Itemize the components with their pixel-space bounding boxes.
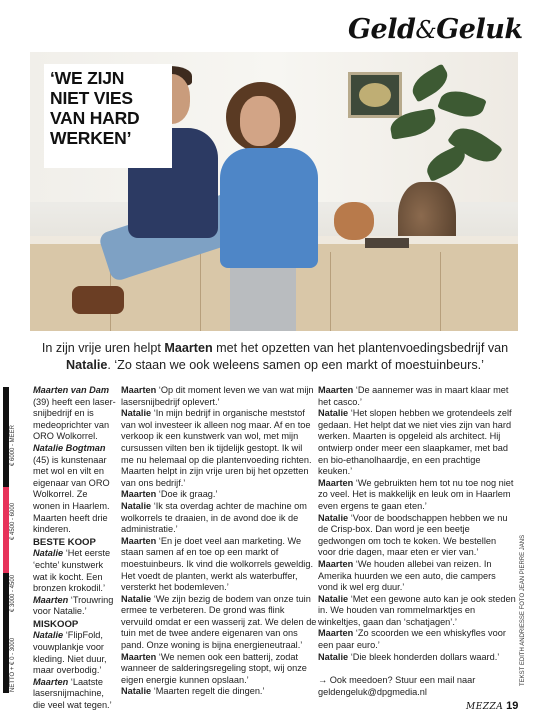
magazine-name: MEZZA bbox=[466, 702, 504, 712]
speaker-name: Natalie bbox=[121, 408, 152, 419]
dialogue-text: ‘Zo scoorden we een whiskyfles voor een paar euro.’ bbox=[318, 628, 506, 651]
dialogue-line bbox=[318, 513, 516, 559]
dialogue-text: ‘Maarten regelt die dingen.’ bbox=[151, 686, 265, 697]
speaker-text: ‘FlipFold, vouwplankje voor kleding. Niet duur, maar overbodig.’ bbox=[33, 630, 107, 676]
dialogue-line bbox=[318, 628, 516, 651]
credits-text: TEKST EDITH ANDRIESSE FOTO JEAN PIERRE JANS bbox=[520, 534, 526, 686]
dialogue-text: ‘En je doet veel aan marketing. We staan samen af en toe op een markt of moestuinbeurs. Ik vind die wolkorrels geweldig. Het voedt de planten, werkt als waterbuffer, versterkt het bodemleven.’ bbox=[121, 535, 314, 593]
dialogue-text: ‘We houden allebei van reizen. In Amerika huurden we een auto, die campers vond ik wel erg duur.’ bbox=[318, 558, 496, 593]
dialogue-line bbox=[318, 385, 516, 408]
dialogue-text: ‘Doe ik graag.’ bbox=[156, 489, 218, 500]
dialogue-text: ‘We nemen ook een batterij, zodat wanneer de salderingsregeling stopt, wij onze eigen energie kunnen opslaan.’ bbox=[121, 651, 307, 685]
pull-quote: ‘WE ZIJN NIET VIES VAN HARD WERKEN’ bbox=[50, 68, 140, 148]
dialogue-line bbox=[121, 489, 317, 501]
speaker-text: ‘Het eerste ‘echte’ kunstwerk wat ik kocht. Een bronzen krokodil.’ bbox=[33, 548, 111, 594]
speaker-name: Maarten bbox=[121, 385, 157, 395]
profile-natalie bbox=[33, 443, 116, 536]
dialogue-line bbox=[121, 686, 317, 698]
dialogue-line bbox=[318, 408, 516, 478]
speaker-name: Natalie bbox=[318, 593, 349, 604]
intro-name-maarten: Maarten bbox=[164, 341, 213, 355]
intro-part: met het opzetten van het plantenvoedingsbedrijf van bbox=[212, 341, 509, 355]
speaker-name: Maarten bbox=[121, 489, 157, 500]
page-number: 19 bbox=[506, 700, 519, 712]
photo-woman-legs bbox=[230, 262, 296, 331]
brand-ampersand: & bbox=[415, 16, 437, 44]
dialogue-text: ‘Met een gewone auto kan je ook steden in. We houden van rommelmarktjes en winkeltjes, gaan dan ‘schatjagen’.’ bbox=[318, 593, 516, 627]
dialogue-line bbox=[121, 408, 317, 489]
brand-word-geluk: Geluk bbox=[436, 14, 523, 45]
profile-text: (45) is kunstenaar met wol en vilt en eigenaar van ORO Wolkorrel. Ze wonen in Haarlem. Maarten heeft drie kinderen. bbox=[33, 454, 110, 535]
photo-vase bbox=[334, 202, 374, 240]
photo-credits bbox=[520, 430, 528, 690]
dialogue-text: ‘Op dit moment leven we van wat mijn lasersnijbedrijf oplevert.’ bbox=[121, 385, 314, 407]
speaker-name: Maarten bbox=[121, 651, 157, 662]
dialogue-line bbox=[121, 536, 317, 594]
dialogue-line bbox=[318, 478, 516, 513]
dialogue-text: ‘Die bleek honderden dollars waard.’ bbox=[348, 651, 500, 662]
photo-woman-head bbox=[240, 96, 280, 146]
speaker-name: Natalie bbox=[33, 630, 64, 641]
intro-part: . ‘Zo staan we ook weleens samen op een markt of moestuinbeurs.’ bbox=[107, 358, 484, 372]
dialogue-text: ‘Voor de boodschappen hebben we nu de Crisp-box. Dan word je een beetje gedwongen om toch te koken. We bestellen voor drie dagen, maar eten er vier van.’ bbox=[318, 512, 508, 558]
profile-name: Natalie Bogtman bbox=[33, 442, 106, 453]
interview-column-3 bbox=[318, 385, 516, 698]
pull-quote-box bbox=[44, 64, 172, 168]
photo-wall-artwork bbox=[348, 72, 402, 118]
section-brand bbox=[348, 14, 523, 48]
dialogue-line bbox=[318, 652, 516, 664]
photo-woman-sweater bbox=[220, 148, 318, 268]
dialogue-line bbox=[121, 652, 317, 687]
profile-text: (39) heeft een laser-snijbedrijf en is medeoprichter van ORO Wolkorrel. bbox=[33, 396, 116, 442]
speaker-name: Natalie bbox=[121, 593, 152, 604]
speaker-name: Maarten bbox=[318, 628, 354, 639]
dialogue-text: ‘De aannemer was in maart klaar met het casco.’ bbox=[318, 385, 509, 407]
dialogue-text: ‘Het slopen hebben we grotendeels zelf gedaan. Het helpt dat we niet vies zijn van hard werken. Maarten is opgeleid als architect. Hij ontwierp onder meer een slaapkamer, met bad en bio-ethanolhaardje, en een prachtige keuken.’ bbox=[318, 408, 512, 477]
dialogue-line bbox=[318, 594, 516, 629]
feature-photo bbox=[30, 52, 518, 331]
dialogue-text: ‘We zijn bezig de bodem van onze tuin ermee te verbeteren. De grond was flink vervuild omdat er een wasserij zat. We delen de tuin met de twee andere eigenaren van ons pand. Onze woning is bijna energieneutraal.’ bbox=[121, 593, 317, 651]
cabinet-seam bbox=[330, 252, 331, 331]
profile-column bbox=[33, 385, 116, 712]
speaker-name: Natalie bbox=[318, 651, 349, 662]
income-scale-labels bbox=[0, 388, 16, 692]
interview-column-2 bbox=[121, 385, 317, 698]
cabinet-seam bbox=[440, 252, 441, 331]
bad-buy-maarten bbox=[33, 677, 116, 712]
dialogue-text: ‘We gebruikten hem tot nu toe nog niet zo veel. Het is makkelijk en leuk om in Haarlem even ergens te gaan eten.’ bbox=[318, 477, 514, 511]
dialogue-line bbox=[121, 501, 317, 536]
speaker-name: Natalie bbox=[121, 500, 152, 511]
best-buy-heading: BESTE KOOP bbox=[33, 536, 96, 548]
intro-part: In zijn vrije uren helpt bbox=[41, 341, 165, 355]
dialogue-text: ‘Ik sta overdag achter de machine om wolkorrels te draaien, in de avond doe ik de administratie.’ bbox=[121, 500, 307, 535]
income-tag: € 4500 - 6000 bbox=[10, 502, 16, 540]
speaker-name: Maarten bbox=[318, 385, 354, 395]
speaker-name: Natalie bbox=[318, 512, 349, 523]
profile-name: Maarten van Dam bbox=[33, 385, 110, 395]
speaker-name: Natalie bbox=[121, 686, 152, 697]
speaker-name: Maarten bbox=[33, 676, 69, 687]
income-tag: € 6000 - MEER bbox=[10, 424, 16, 466]
profile-maarten bbox=[33, 385, 116, 443]
speaker-name: Natalie bbox=[318, 408, 349, 419]
income-tag: NETTO + € 0 - 3000 bbox=[10, 637, 16, 692]
dialogue-line bbox=[121, 385, 317, 408]
intro-name-natalie: Natalie bbox=[66, 358, 108, 372]
best-buy-natalie bbox=[33, 548, 116, 594]
photo-lamp bbox=[365, 238, 409, 248]
dialogue-line bbox=[318, 559, 516, 594]
speaker-name: Maarten bbox=[33, 594, 69, 605]
bad-buy-heading: MISKOOP bbox=[33, 618, 79, 630]
page-footer bbox=[466, 700, 519, 712]
dialogue-line bbox=[121, 594, 317, 652]
speaker-text: ‘Trouwring voor Natalie.’ bbox=[33, 594, 114, 617]
speaker-name: Maarten bbox=[318, 477, 354, 488]
speaker-name: Maarten bbox=[318, 558, 354, 569]
cabinet-seam bbox=[200, 252, 201, 331]
speaker-name: Maarten bbox=[121, 535, 157, 546]
income-tag: € 3000 - 4500 bbox=[10, 574, 16, 612]
bad-buy-natalie bbox=[33, 630, 116, 676]
speaker-name: Natalie bbox=[33, 548, 64, 559]
speaker-text: ‘Laatste lasersnijmachine, die veel wat tegen.’ bbox=[33, 676, 112, 711]
best-buy-maarten bbox=[33, 595, 116, 618]
brand-word-geld: Geld bbox=[348, 14, 416, 45]
intro-text bbox=[40, 340, 510, 374]
cta-line: → Ook meedoen? Stuur een mail naar geldengeluk@dpgmedia.nl bbox=[318, 675, 476, 697]
dialogue-text: ‘In mijn bedrijf in organische meststof van wol investeer ik alleen nog maar. Af en toe verkoop ik een kunstwerk van wol, met mijn cursussen vilten ben ik tijdelijk gestopt. Ik wil me nu helemaal op die plantenvoeding richten. Maarten helpt in zijn vrije uren bij het opzetten van ons bedrijf.’ bbox=[121, 408, 312, 488]
photo-man-boot bbox=[72, 286, 124, 314]
